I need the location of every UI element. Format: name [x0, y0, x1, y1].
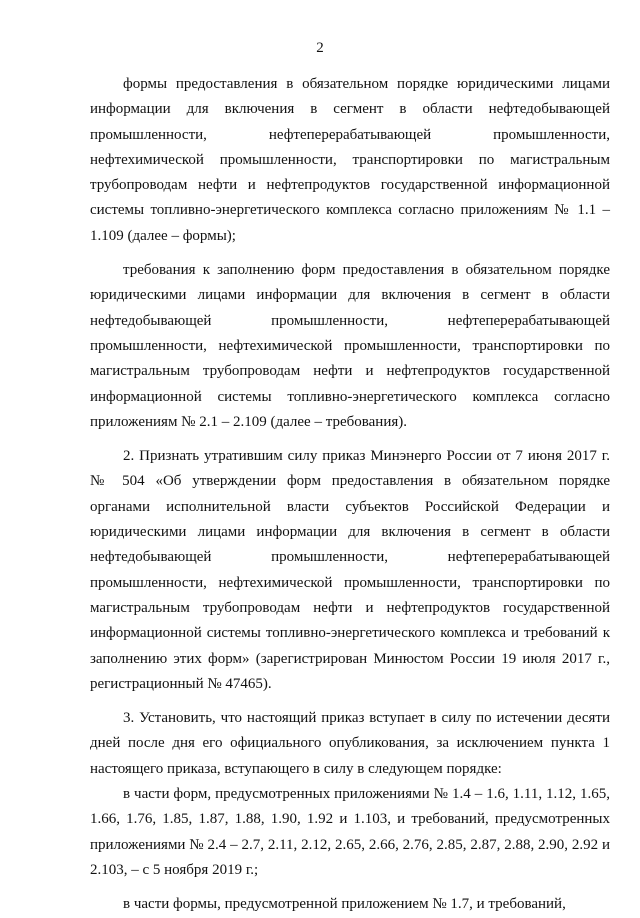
- paragraph-requirements: требования к заполнению форм предоставления в обязательном порядке юридическими лицами информации для включения в сегмент в области нефтедобывающей промышленности, нефтеперерабатывающей промышленности, нефтехимической промышленности, транспортировки по магистральным трубопроводам нефти и нефтепродуктов государственной информационной системы топливно-энергетического комплекса согласно приложениям № 2.1 – 2.109 (далее – требования).: [90, 262, 610, 430]
- document-body: [90, 72, 610, 918]
- paragraph-item-3: 3. Установить, что настоящий приказ вступает в силу по истечении десяти дней после дня его официального опубликования, за исключением пункта 1 настоящего приказа, вступающего в силу в следующем порядке:: [90, 710, 610, 777]
- paragraph-forms: формы предоставления в обязательном порядке юридическими лицами информации для включения в сегмент в области нефтедобывающей промышленности, нефтеперерабатывающей промышленности, нефтехимической промышленности, транспортировки по магистральным трубопроводам нефти и нефтепродуктов государственной информационной системы топливно-энергетического комплекса согласно приложениям № 1.1 – 1.109 (далее – формы);: [90, 76, 610, 244]
- paragraph-item-2: 2. Признать утратившим силу приказ Минэнерго России от 7 июня 2017 г. № 504 «Об утверждении форм предоставления в обязательном порядке органами исполнительной власти субъектов Российской Федерации и юридическими лицами информации для включения в сегмент в области нефтедобывающей промышленности, нефтеперерабатывающей промышленности, нефтехимической промышленности, транспортировки по магистральным трубопроводам нефти и нефтепродуктов государственной информационной системы топливно-энергетического комплекса и требований к заполнению этих форм» (зарегистрирован Минюстом России 19 июля 2017 г., регистрационный № 47465).: [90, 448, 610, 692]
- page-number: 2: [316, 40, 324, 56]
- paragraph-forms-schedule: в части форм, предусмотренных приложениями № 1.4 – 1.6, 1.11, 1.12, 1.65, 1.66, 1.76, 1.85, 1.87, 1.88, 1.90, 1.92 и 1.103, и требований, предусмотренных приложениями № 2.4 – 2.7, 2.11, 2.12, 2.65, 2.66, 2.76, 2.85, 2.87, 2.88, 2.90, 2.92 и 2.103, – с 5 ноября 2019 г.;: [90, 786, 610, 878]
- paragraph-form-1-7: в части формы, предусмотренной приложением № 1.7, и требований,: [123, 896, 566, 913]
